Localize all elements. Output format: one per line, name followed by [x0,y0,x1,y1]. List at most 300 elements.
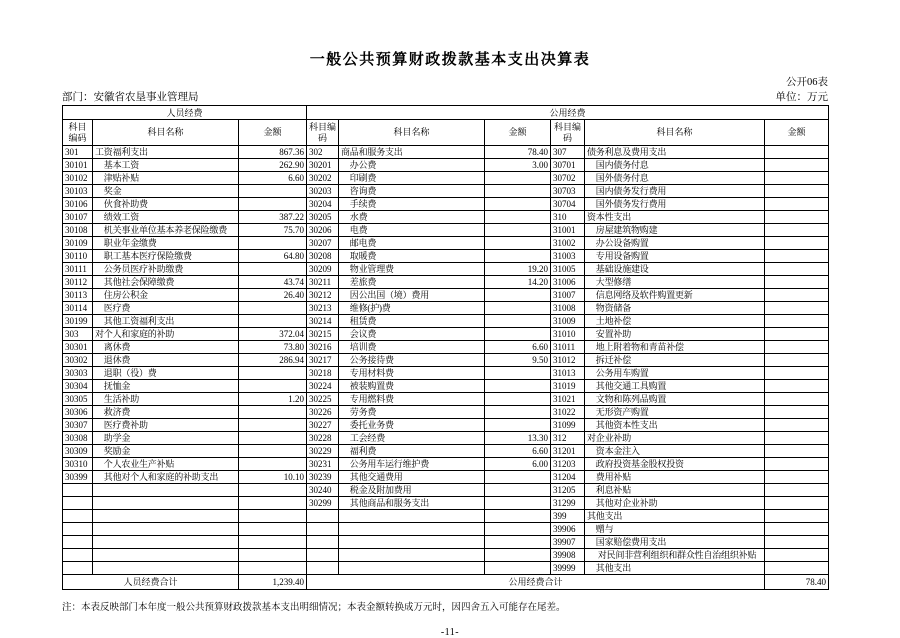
table-row [63,198,829,211]
amount-cell [485,380,551,393]
subject-name-cell: 工资福利支出 [93,146,239,159]
subject-code-cell [307,549,339,562]
amount-cell: 13.30 [485,432,551,445]
personnel-total-amount: 1,239.40 [239,575,307,590]
subject-name-cell: 职业年金缴费 [93,237,239,250]
form-code-label: 公开06表 [786,77,828,88]
subject-code-cell: 31002 [551,237,585,250]
table-row [63,354,829,367]
subject-name-cell: 退职（役）费 [93,367,239,380]
subject-code-cell: 30102 [63,172,93,185]
subject-name-cell: 维修(护)费 [339,302,485,315]
amount-cell [485,315,551,328]
subject-code-cell: 30309 [63,445,93,458]
amount-cell [485,562,551,575]
amount-cell [765,315,829,328]
amount-cell [765,263,829,276]
amount-cell [485,393,551,406]
subject-code-cell: 30302 [63,354,93,367]
subject-name-cell: 邮电费 [339,237,485,250]
subject-code-cell: 30209 [307,263,339,276]
subject-code-cell: 30208 [307,250,339,263]
subject-code-cell: 30303 [63,367,93,380]
table-row [63,263,829,276]
amount-cell [765,185,829,198]
subject-code-cell: 30215 [307,328,339,341]
subject-code-cell: 31203 [551,458,585,471]
subject-code-cell: 31005 [551,263,585,276]
subject-code-cell: 30226 [307,406,339,419]
subject-name-cell: 其他支出 [585,562,765,575]
subject-name-cell: 税金及附加费用 [339,484,485,497]
subject-name-cell [339,549,485,562]
subject-name-cell: 退休费 [93,354,239,367]
amount-cell [485,510,551,523]
subject-name-cell: 住房公积金 [93,289,239,302]
subject-code-cell: 30205 [307,211,339,224]
subject-code-cell: 30113 [63,289,93,302]
subject-code-cell [63,562,93,575]
table-row [63,315,829,328]
subject-name-cell: 债务利息及费用支出 [585,146,765,159]
amount-cell [765,445,829,458]
col-header-name-1: 科目名称 [93,120,239,146]
table-row [63,224,829,237]
amount-cell [239,536,307,549]
table-row [63,302,829,315]
subject-name-cell: 无形资产购置 [585,406,765,419]
amount-cell [239,549,307,562]
subject-code-cell: 310 [551,211,585,224]
subject-name-cell: 绩效工资 [93,211,239,224]
subject-name-cell [339,523,485,536]
amount-cell: 43.74 [239,276,307,289]
table-row [63,471,829,484]
amount-cell [765,146,829,159]
subject-name-cell: 国内债务发行费用 [585,185,765,198]
subject-code-cell: 31299 [551,497,585,510]
subject-name-cell [339,562,485,575]
subject-name-cell: 对民间非营利组织和群众性自治组织补贴 [585,549,765,562]
amount-cell: 10.10 [239,471,307,484]
subject-code-cell: 39999 [551,562,585,575]
amount-cell: 6.60 [485,341,551,354]
subject-code-cell: 30702 [551,172,585,185]
personnel-total-label: 人员经费合计 [63,575,239,590]
col-header-code-3: 科目编码 [551,120,585,146]
subject-code-cell: 30103 [63,185,93,198]
amount-cell [239,510,307,523]
subject-code-cell: 30204 [307,198,339,211]
subject-name-cell: 职工基本医疗保险缴费 [93,250,239,263]
amount-cell [485,224,551,237]
subject-name-cell: 政府投资基金股权投资 [585,458,765,471]
subject-name-cell: 委托业务费 [339,419,485,432]
amount-cell [239,380,307,393]
footnote: 注：本表反映部门本年度一般公共预算财政拨款基本支出明细情况；本表金额转换成万元时，因四舍五入可能存在尾差。 [62,603,566,613]
subject-name-cell: 安置补助 [585,328,765,341]
subject-name-cell: 办公费 [339,159,485,172]
subject-name-cell: 劳务费 [339,406,485,419]
subject-name-cell: 机关事业单位基本养老保险缴费 [93,224,239,237]
subject-name-cell: 专用设备购置 [585,250,765,263]
subject-code-cell: 303 [63,328,93,341]
table-row [63,484,829,497]
amount-cell [485,185,551,198]
subject-code-cell: 31019 [551,380,585,393]
subject-code-cell: 312 [551,432,585,445]
subject-name-cell: 国外债务发行费用 [585,198,765,211]
subject-code-cell: 30218 [307,367,339,380]
subject-name-cell [93,497,239,510]
subject-name-cell: 商品和服务支出 [339,146,485,159]
subject-name-cell: 物业管理费 [339,263,485,276]
table-row [63,289,829,302]
subject-code-cell: 30206 [307,224,339,237]
subject-name-cell: 对企业补助 [585,432,765,445]
subject-name-cell: 奖励金 [93,445,239,458]
amount-cell [239,445,307,458]
amount-cell [765,536,829,549]
table-body [63,146,829,575]
subject-code-cell: 30217 [307,354,339,367]
table-row [63,185,829,198]
amount-cell [485,211,551,224]
amount-cell: 64.80 [239,250,307,263]
subject-code-cell: 31021 [551,393,585,406]
subject-code-cell: 30399 [63,471,93,484]
subject-code-cell [307,562,339,575]
subject-name-cell [93,523,239,536]
subject-code-cell: 30231 [307,458,339,471]
subject-code-cell: 39906 [551,523,585,536]
subject-code-cell: 31201 [551,445,585,458]
subject-code-cell [63,549,93,562]
subject-code-cell: 31003 [551,250,585,263]
subject-code-cell: 30199 [63,315,93,328]
subject-code-cell: 30299 [307,497,339,510]
subject-name-cell: 基础设施建设 [585,263,765,276]
subject-code-cell [307,523,339,536]
table-row [63,523,829,536]
table-row [63,211,829,224]
subject-name-cell: 离休费 [93,341,239,354]
subject-name-cell: 租赁费 [339,315,485,328]
subject-code-cell: 30101 [63,159,93,172]
amount-cell [239,237,307,250]
amount-cell [239,562,307,575]
subject-name-cell: 专用燃料费 [339,393,485,406]
subject-name-cell: 利息补贴 [585,484,765,497]
col-header-amount-3: 金额 [765,120,829,146]
subject-code-cell: 31205 [551,484,585,497]
amount-cell: 286.94 [239,354,307,367]
amount-cell [765,224,829,237]
subject-code-cell: 30201 [307,159,339,172]
amount-cell [239,458,307,471]
subject-code-cell: 30212 [307,289,339,302]
totals-row [63,575,829,590]
subject-name-cell: 土地补偿 [585,315,765,328]
subject-name-cell: 办公设备购置 [585,237,765,250]
amount-cell [765,276,829,289]
subject-name-cell: 培训费 [339,341,485,354]
amount-cell: 387.22 [239,211,307,224]
subject-name-cell [339,536,485,549]
table-row [63,536,829,549]
subject-name-cell: 公务员医疗补助缴费 [93,263,239,276]
subject-name-cell [93,510,239,523]
subject-name-cell [339,510,485,523]
amount-cell [765,367,829,380]
subject-name-cell: 印刷费 [339,172,485,185]
amount-cell: 6.00 [485,458,551,471]
subject-code-cell: 30203 [307,185,339,198]
amount-cell [239,406,307,419]
amount-cell [239,497,307,510]
amount-cell: 78.40 [485,146,551,159]
amount-cell [485,328,551,341]
amount-cell [239,198,307,211]
subject-name-cell: 其他商品和服务支出 [339,497,485,510]
subject-code-cell: 39908 [551,549,585,562]
subject-name-cell: 助学金 [93,432,239,445]
amount-cell [765,393,829,406]
subject-name-cell: 其他工资福利支出 [93,315,239,328]
table-row [63,146,829,159]
subject-code-cell: 30214 [307,315,339,328]
column-header-row [63,120,829,146]
subject-code-cell [63,536,93,549]
subject-name-cell: 地上附着物和青苗补偿 [585,341,765,354]
subject-name-cell: 水费 [339,211,485,224]
subject-name-cell: 工会经费 [339,432,485,445]
amount-cell [765,458,829,471]
subject-name-cell: 资本金注入 [585,445,765,458]
subject-code-cell: 302 [307,146,339,159]
subject-name-cell: 抚恤金 [93,380,239,393]
amount-cell [765,237,829,250]
amount-cell [765,302,829,315]
subject-code-cell: 30701 [551,159,585,172]
amount-cell [765,250,829,263]
amount-cell [485,419,551,432]
subject-code-cell: 30110 [63,250,93,263]
amount-cell [765,380,829,393]
subject-code-cell: 31022 [551,406,585,419]
table-row [63,393,829,406]
subject-name-cell: 医疗费 [93,302,239,315]
subject-code-cell: 30240 [307,484,339,497]
table-row [63,341,829,354]
amount-cell: 3.00 [485,159,551,172]
subject-code-cell [307,510,339,523]
subject-code-cell: 30227 [307,419,339,432]
subject-code-cell: 30216 [307,341,339,354]
unit-label: 单位：万元 [775,92,828,103]
subject-name-cell: 福利费 [339,445,485,458]
amount-cell [485,250,551,263]
table-row [63,432,829,445]
subject-name-cell: 差旅费 [339,276,485,289]
amount-cell [765,523,829,536]
subject-code-cell: 30301 [63,341,93,354]
amount-cell [485,549,551,562]
table-row [63,562,829,575]
group-header-row [63,106,829,120]
subject-name-cell: 取暖费 [339,250,485,263]
subject-code-cell: 31007 [551,289,585,302]
subject-code-cell: 31011 [551,341,585,354]
amount-cell: 6.60 [485,445,551,458]
subject-code-cell: 30310 [63,458,93,471]
subject-name-cell [93,484,239,497]
subject-code-cell [63,484,93,497]
amount-cell: 73.80 [239,341,307,354]
subject-code-cell: 30704 [551,198,585,211]
amount-cell [765,159,829,172]
subject-name-cell: 国内债务付息 [585,159,765,172]
subject-code-cell: 30703 [551,185,585,198]
subject-name-cell: 对个人和家庭的补助 [93,328,239,341]
subject-name-cell: 国家赔偿费用支出 [585,536,765,549]
amount-cell [765,198,829,211]
table-row [63,458,829,471]
subject-name-cell: 公务用车运行维护费 [339,458,485,471]
subject-name-cell: 电费 [339,224,485,237]
amount-cell [765,172,829,185]
amount-cell [485,289,551,302]
subject-name-cell: 赠与 [585,523,765,536]
subject-name-cell: 其他资本性支出 [585,419,765,432]
amount-cell [239,185,307,198]
table-row [63,367,829,380]
table-row [63,380,829,393]
subject-name-cell: 文物和陈列品购置 [585,393,765,406]
subject-name-cell: 其他交通工具购置 [585,380,765,393]
subject-name-cell: 会议费 [339,328,485,341]
page-title: 一般公共预算财政拨款基本支出决算表 [309,52,591,68]
subject-code-cell: 30305 [63,393,93,406]
subject-name-cell: 因公出国（境）费用 [339,289,485,302]
subject-code-cell: 30307 [63,419,93,432]
subject-name-cell: 救济费 [93,406,239,419]
table-row [63,445,829,458]
table-row [63,497,829,510]
subject-name-cell: 个人农业生产补贴 [93,458,239,471]
subject-name-cell: 咨询费 [339,185,485,198]
subject-code-cell: 31008 [551,302,585,315]
subject-name-cell: 医疗费补助 [93,419,239,432]
subject-code-cell: 30114 [63,302,93,315]
amount-cell [485,484,551,497]
subject-code-cell: 30308 [63,432,93,445]
subject-name-cell: 专用材料费 [339,367,485,380]
subject-code-cell: 307 [551,146,585,159]
subject-name-cell: 被装购置费 [339,380,485,393]
subject-name-cell: 奖金 [93,185,239,198]
public-total-amount: 78.40 [765,575,829,590]
subject-name-cell: 其他社会保障缴费 [93,276,239,289]
subject-name-cell [93,536,239,549]
table-row [63,549,829,562]
subject-name-cell: 其他支出 [585,510,765,523]
subject-name-cell: 其他交通费用 [339,471,485,484]
subject-code-cell: 30213 [307,302,339,315]
col-header-name-2: 科目名称 [339,120,485,146]
table-row [63,237,829,250]
subject-code-cell: 30239 [307,471,339,484]
amount-cell [485,536,551,549]
subject-name-cell: 生活补助 [93,393,239,406]
amount-cell [765,354,829,367]
subject-name-cell: 公务接待费 [339,354,485,367]
amount-cell [239,315,307,328]
subject-code-cell: 30107 [63,211,93,224]
col-header-name-3: 科目名称 [585,120,765,146]
subject-code-cell: 39907 [551,536,585,549]
subject-code-cell [63,497,93,510]
subject-name-cell: 其他对个人和家庭的补助支出 [93,471,239,484]
amount-cell [485,237,551,250]
subject-code-cell: 30304 [63,380,93,393]
subject-code-cell [307,536,339,549]
group-header-public: 公用经费 [307,106,829,120]
amount-cell [765,510,829,523]
subject-code-cell: 31204 [551,471,585,484]
amount-cell [239,523,307,536]
amount-cell [765,471,829,484]
subject-name-cell: 伙食补助费 [93,198,239,211]
amount-cell: 867.36 [239,146,307,159]
subject-name-cell [93,549,239,562]
amount-cell: 262.90 [239,159,307,172]
col-header-amount-2: 金额 [485,120,551,146]
table-row [63,419,829,432]
subject-name-cell: 房屋建筑物购建 [585,224,765,237]
subject-code-cell: 30106 [63,198,93,211]
subject-code-cell: 30224 [307,380,339,393]
amount-cell [485,302,551,315]
subject-code-cell: 31006 [551,276,585,289]
subject-name-cell: 拆迁补偿 [585,354,765,367]
subject-code-cell: 30228 [307,432,339,445]
subject-code-cell [63,523,93,536]
amount-cell [485,497,551,510]
amount-cell: 372.04 [239,328,307,341]
subject-name-cell: 信息网络及软件购置更新 [585,289,765,302]
amount-cell [765,289,829,302]
amount-cell [239,432,307,445]
amount-cell [765,562,829,575]
amount-cell: 9.50 [485,354,551,367]
amount-cell: 26.40 [239,289,307,302]
amount-cell [485,172,551,185]
subject-code-cell: 30108 [63,224,93,237]
subject-name-cell: 资本性支出 [585,211,765,224]
subject-code-cell: 30202 [307,172,339,185]
subject-code-cell: 30306 [63,406,93,419]
subject-name-cell: 津贴补贴 [93,172,239,185]
public-total-label: 公用经费合计 [307,575,765,590]
subject-name-cell [93,562,239,575]
subject-code-cell: 31009 [551,315,585,328]
amount-cell [485,198,551,211]
table-row [63,406,829,419]
amount-cell [765,406,829,419]
amount-cell [765,211,829,224]
subject-code-cell [63,510,93,523]
